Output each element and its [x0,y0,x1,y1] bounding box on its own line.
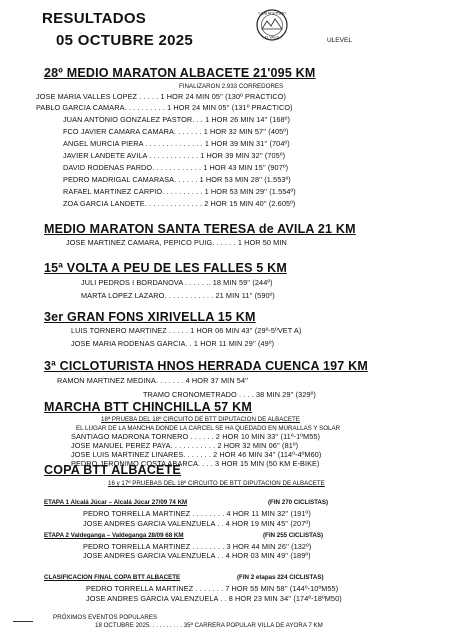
upcoming-event-line: 18 OCTUBRE 2025. . . . . . . . . . 35ª CARRERA POPULAR VILLA DE AYORA 7 KM [95,622,323,629]
result-row: PABLO GARCIA CAMARA. . . . . . . . . . 1 HOR 24 MIN 05'' (131º PRACTICO) [36,103,293,112]
result-row: SANTIAGO MADRONA TORNERO . . . . . . 2 HOR 10 MIN 33'' (11º-1ºM55) [71,432,321,441]
result-row: PEDRO TORRELLA MARTINEZ . . . . . . . 7 HOR 55 MIN 58'' (144º-10ºM55) [86,584,339,593]
result-row: JOSE MARIA RODENAS GARCIA. . 1 HOR 11 MIN 29'' (49º) [71,339,275,348]
result-row: JOSE ANDRES GARCIA VALENZUELA . . 4 HOR 03 MIN 49'' (189º) [83,551,311,560]
result-row: FCO JAVIER CAMARA CAMARA. . . . . . . 1 HOR 32 MIN 57'' (405º) [63,127,289,136]
final-classification-label: CLASIFICACION FINAL COPA BTT ALBACETE [44,574,181,581]
section-4-title: 3er GRAN FONS XIRIVELLA 15 KM [44,310,256,324]
section-6-note: EL LUGAR DE LA MANCHA DONDE LA CARCEL SE HA QUEDADO EN MURALLAS Y SOLAR [76,425,341,432]
result-row: ZOA GARCIA LANDETE. . . . . . . . . . . . . . 2 HOR 15 MIN 40'' (2.605º) [63,199,296,208]
result-row: PEDRO MADRIGAL CAMARASA. . . . . . 1 HOR 53 MIN 28'' (1.553º) [63,175,291,184]
etapa-2-label: ETAPA 2 Valdeganga – Valdeganga 28/09 68 KM [44,532,184,539]
club-logo-icon [240,8,304,42]
section-3-title: 15ª VOLTA A PEU DE LES FALLES 5 KM [44,261,287,275]
section-7-note: 16 y 17º PRUEBAS DEL 18º CIRCUITO DE BTT DIPUTACION DE ALBACETE [108,480,325,487]
final-classification-info: (FIN 2 etapas 224 CICLISTAS) [237,574,324,581]
result-row: ANGEL MURCIA PIERA . . . . . . . . . . . . . . 1 HOR 39 MIN 31'' (704º) [63,139,290,148]
page-title: RESULTADOS [42,10,147,27]
section-6-note: 18ª PRUEBA DEL 18º CIRCUITO DE BTT DIPUTACION DE ALBACETE [101,416,300,423]
upcoming-events-heading: PRÓXIMOS EVENTOS POPULARES [53,614,158,621]
result-row: RAMON MARTINEZ MEDINA. . . . . . . 4 HOR 37 MIN 54'' [57,376,249,385]
brand-mark: ULEVEL [327,37,352,44]
result-row: JOSE MARIA VALLES LOPEZ . . . . . 1 HOR 24 MIN 05'' (130º PRACTICO) [36,92,287,101]
section-2-title: MEDIO MARATON SANTA TERESA de AVILA 21 KM [44,222,356,236]
result-row: JOSE ANDRES GARCIA VALENZUELA . . 4 HOR 19 MIN 45'' (207º) [83,519,311,528]
section-7-title: COPA BTT ALBACETE [44,463,181,477]
section-1-subtitle: FINALIZARON 2.933 CORREDORES [179,83,284,90]
result-row: JAVIER LANDETE AVILA . . . . . . . . . . . . 1 HOR 39 MIN 32'' (705º) [63,151,286,160]
logo-text-top: CLUB ATLETISMO [258,11,286,16]
result-row: JOSE MANUEL PEREZ PAYA. . . . . . . . . . . 2 HOR 32 MIN 06'' (81º) [71,441,299,450]
result-row: PEDRO TORRELLA MARTINEZ . . . . . . . . 4 HOR 11 MIN 32'' (191º) [83,509,311,518]
result-row: MARTA LOPEZ LAZARO. . . . . . . . . . . . 21 MIN 11'' (590º) [81,291,275,300]
logo-text-bottom: EL VALLE [264,35,280,40]
result-row: TRAMO CRONOMETRADO . . . . 38 MIN 29'' (329º) [143,390,316,399]
result-row: JUAN ANTONIO GONZALEZ PASTOR. . . 1 HOR 26 MIN 14'' (168º) [63,115,290,124]
footer-divider [13,621,33,622]
etapa-1-info: (FIN 270 CICLISTAS) [268,499,329,506]
result-row: LUIS TORNERO MARTINEZ . . . . . 1 HOR 06 MIN 43'' (29º-5ºVET A) [71,326,302,335]
result-row: JOSE MARTINEZ CAMARA, PEPICO PUIG. . . . . . 1 HOR 50 MIN [66,238,287,247]
page-date: 05 OCTUBRE 2025 [56,32,194,49]
section-5-title: 3ª CICLOTURISTA HNOS HERRADA CUENCA 197 KM [44,359,368,373]
etapa-1-label: ETAPA 1 Alcalá Júcar – Alcalá Júcar 27/09 74 KM [44,499,188,506]
section-6-title: MARCHA BTT CHINCHILLA 57 KM [44,400,252,414]
result-row: RAFAEL MARTINEZ CARPIO. . . . . . . . . . 1 HOR 53 MIN 29'' (1.554º) [63,187,296,196]
result-row: DAVID RODENAS PARDO. . . . . . . . . . . . 1 HOR 43 MIN 15'' (907º) [63,163,289,172]
etapa-2-info: (FIN 255 CICLISTAS) [263,532,324,539]
result-row: JOSE ANDRES GARCIA VALENZUELA . . 8 HOR 23 MIN 34'' (174º-18ºM50) [86,594,342,603]
result-row: PEDRO JERONIMO COSTA ABARCA. . . . 3 HOR 15 MIN (50 KM E-BIKE) [71,459,320,468]
result-row: JOSE LUIS MARTINEZ LINARES. . . . . . . 2 HOR 46 MIN 34'' (114º-4ºM60) [71,450,322,459]
result-row: JULI PEDROS I BORDANOVA . . . . . .. 18 MIN 59'' (244º) [81,278,273,287]
section-1-title: 28º MEDIO MARATON ALBACETE 21'095 KM [44,66,316,80]
result-row: PEDRO TORRELLA MARTINEZ . . . . . . . . 3 HOR 44 MIN 26'' (132º) [83,542,312,551]
